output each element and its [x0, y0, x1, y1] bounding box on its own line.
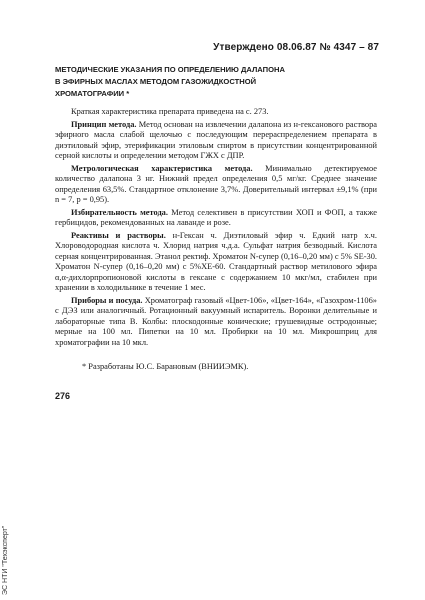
- paragraph-summary: [55, 107, 377, 118]
- paragraph-text: Метод основан на извлечении далапона из н-гексанового раствора эфирного масла слабой щелочью с последующим перераспределением препарата в диэтиловый эфир, этерификации этиловым спиртом в присутствии концентрированной серной кислоты и определении методом ГЖХ с ДПР.: [55, 119, 377, 160]
- paragraph-selectivity: [55, 208, 377, 229]
- paragraph-heading: Приборы и посуда.: [71, 295, 143, 305]
- paragraph-heading: Принцип метода.: [71, 119, 137, 129]
- approval-line: Утверждено 08.06.87 № 4347 – 87: [213, 42, 379, 53]
- paragraph-text: Метод селективен в присутствии ХОП и ФОП, а также гербицидов, рекомендованных на лаванде и розе.: [55, 207, 377, 227]
- paragraph-text: н-Гексан ч. Диэтиловый эфир ч. Едкий натр х.ч. Хлороводородная кислота ч. Хлорид натрия ч.д.а. Сульфат натрия безводный. Кислота серная концентрированная. Этанол ректиф. Хроматон N-супер (0,16–0,20 мм) с 5% SE-30. Хроматон N-супер (0,16–0,20 мм) с 5%ХЕ-60. Стандартный раствор метилового эфира α,α-дихлорпропионовой кислоты в гексане с содержанием 10 мкг/мл, стабилен при хранении в холодильнике в течение 1 мес.: [55, 230, 377, 292]
- paragraph-text: Краткая характеристика препарата приведена на с. 273.: [71, 107, 269, 116]
- title-line: В ЭФИРНЫХ МАСЛАХ МЕТОДОМ ГАЗОЖИДКОСТНОЙ: [55, 77, 257, 86]
- paragraph-equipment: [55, 296, 377, 349]
- publisher-stamp: [2, 475, 14, 595]
- footnote: * Разработаны Ю.С. Барановым (ВНИИЭМК).: [82, 362, 249, 371]
- paragraph-text: Хроматограф газовый «Цвет-106», «Цвет-164», «Газохром-1106» с ДЭЗ или аналогичный. Ротационный вакуумный испаритель. Воронки делительные и лабораторные типа В. Колбы: плоскодонные конические; грушевидные остродонные; мерные на 100 мл. Пипетки на 10 мл. Пробирки на 10 мл. Микрошприц для хроматографии на 10 мкл.: [55, 295, 377, 347]
- paragraph-heading: Избирательность метода.: [71, 207, 168, 217]
- paragraph-heading: Реактивы и растворы.: [71, 230, 166, 240]
- title-line: ХРОМАТОГРАФИИ *: [55, 89, 130, 98]
- paragraph-reagents: [55, 231, 377, 294]
- paragraph-metrology: [55, 164, 377, 206]
- document-body: [55, 107, 377, 350]
- stamp-text: ЭС НТИ "Техэксперт": [2, 525, 9, 595]
- title-line: МЕТОДИЧЕСКИЕ УКАЗАНИЯ ПО ОПРЕДЕЛЕНИЮ ДАЛАПОНА: [55, 65, 286, 74]
- page-number: 276: [55, 391, 71, 401]
- document-title: [55, 64, 355, 100]
- paragraph-text: Минимально детектируемое количество далапона 3 нг. Нижний предел определения 0,5 мг/кг. Среднее значение определения 63,5%. Стандартное отклонение 3,7%. Доверительный интервал ±9,1% (при n = 7, p = 0,95).: [55, 163, 377, 204]
- paragraph-heading: Метрологическая характеристика метода.: [71, 163, 253, 173]
- paragraph-principle: [55, 120, 377, 162]
